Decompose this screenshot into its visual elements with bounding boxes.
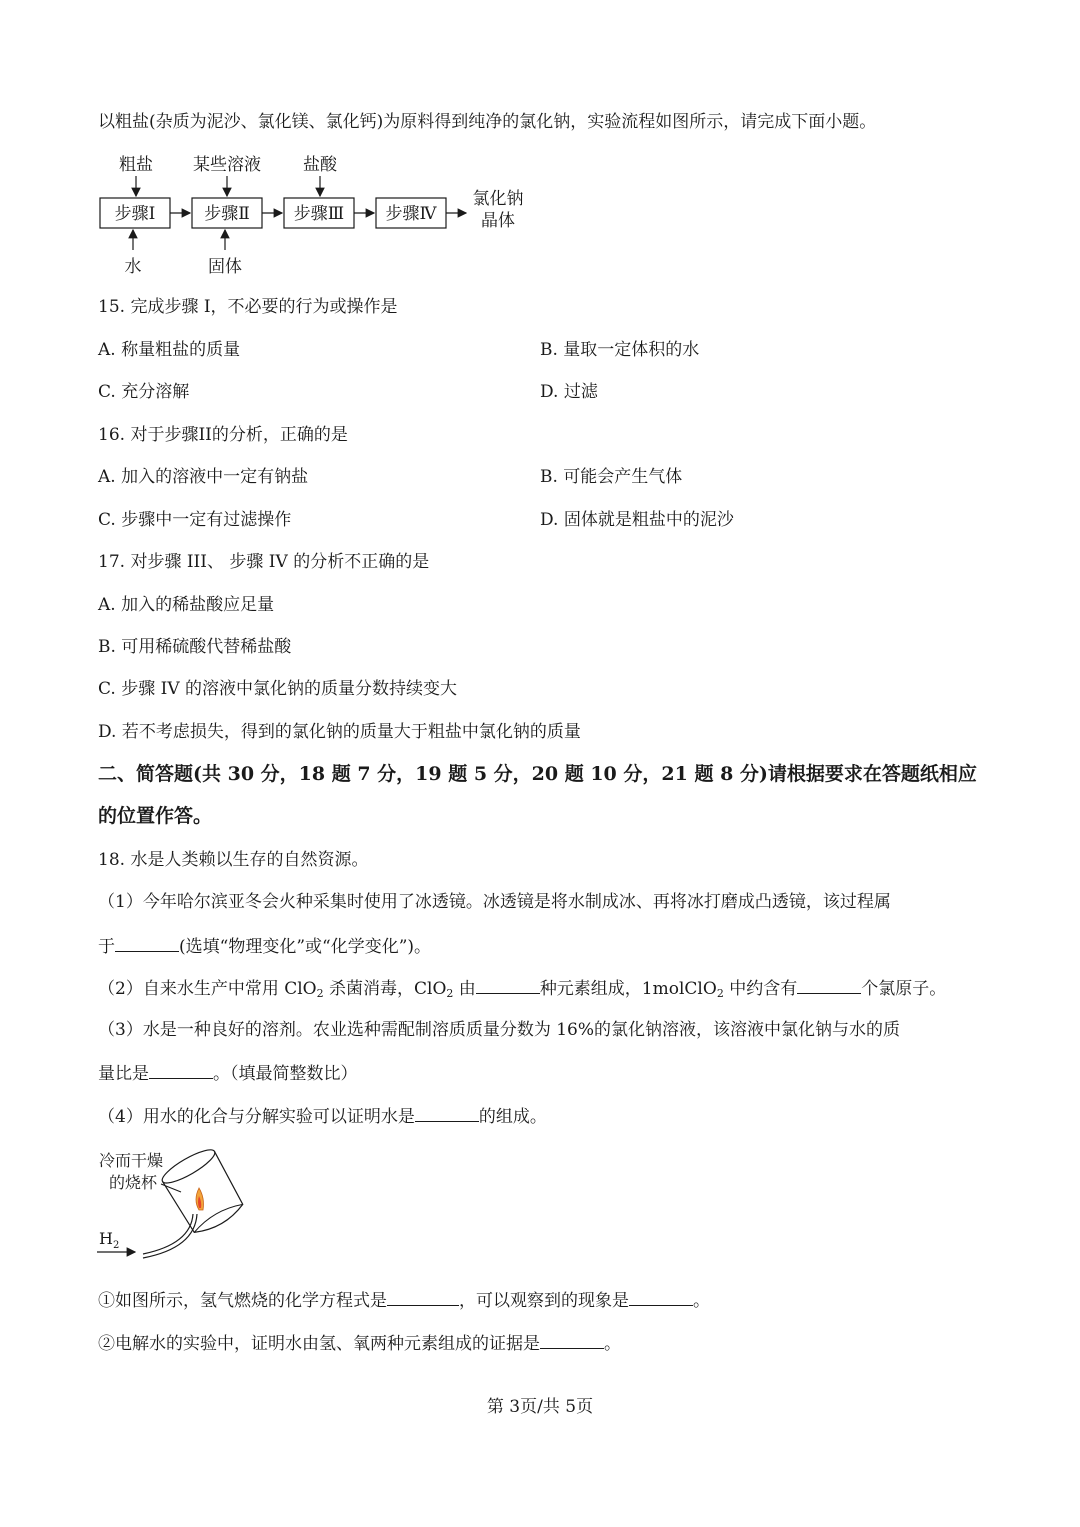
- q15-option-d: D. 过滤: [540, 382, 598, 402]
- step-label-2: 步骤Ⅱ: [204, 204, 250, 224]
- q17-option-d: D. 若不考虑损失，得到的氯化钠的质量大于粗盐中氯化钠的质量: [98, 722, 581, 742]
- flow-input-crude-salt: 粗盐: [119, 155, 153, 175]
- q17-option-a: A. 加入的稀盐酸应足量: [98, 595, 275, 615]
- q18-sub2-b: 。: [604, 1334, 621, 1354]
- q18-sub1: [98, 1287, 710, 1313]
- answer-blank-7[interactable]: [629, 1287, 693, 1306]
- hydrogen-combustion-figure: [95, 1140, 295, 1265]
- q15-option-a: A. 称量粗盐的质量: [98, 340, 241, 360]
- step-label-3: 步骤Ⅲ: [293, 204, 345, 224]
- intro-text: 以粗盐(杂质为泥沙、氯化镁、氯化钙)为原料得到纯净的氯化钠，实验流程如图所示，请完成下面小题。: [98, 112, 877, 132]
- q18-part2-b: 杀菌消毒，ClO: [323, 979, 447, 999]
- q18-sub1-b: ，可以观察到的现象是: [459, 1291, 629, 1311]
- answer-blank-2[interactable]: [476, 975, 540, 994]
- label-pointer-line: [161, 1184, 181, 1192]
- q16-stem: 16. 对于步骤II的分析，正确的是: [98, 425, 348, 445]
- flow-input-hcl: 盐酸: [303, 155, 337, 175]
- q18-part1-prefix: 于: [98, 937, 115, 957]
- answer-blank-1[interactable]: [115, 933, 179, 952]
- step-label-4: 步骤Ⅳ: [385, 204, 437, 224]
- q15-stem: 15. 完成步骤 I，不必要的行为或操作是: [98, 297, 398, 317]
- q18-part2: [98, 975, 946, 1006]
- beaker-icon: [159, 1144, 248, 1238]
- q18-part2-f: 个氯原子。: [861, 979, 947, 999]
- answer-blank-8[interactable]: [540, 1330, 604, 1349]
- flow-product-line2: 晶体: [481, 211, 515, 231]
- q16-option-a: A. 加入的溶液中一定有钠盐: [98, 467, 309, 487]
- q16-option-d: D. 固体就是粗盐中的泥沙: [540, 510, 734, 530]
- flame-icon: [196, 1188, 204, 1210]
- subscript-2: 2: [446, 987, 454, 1000]
- q16-option-c: C. 步骤中一定有过滤操作: [98, 510, 292, 530]
- q18-part1-line2: [98, 933, 431, 959]
- q18-part2-a: （2）自来水生产中常用 ClO: [98, 979, 317, 999]
- answer-blank-4[interactable]: [149, 1060, 213, 1079]
- q18-part2-c: 由: [453, 979, 476, 999]
- q18-part3-line2: [98, 1060, 358, 1086]
- subscript-2: 2: [316, 987, 324, 1000]
- flow-output-solid: 固体: [208, 257, 242, 277]
- flow-input-solutions: 某些溶液: [193, 155, 261, 175]
- q15-option-c: C. 充分溶解: [98, 382, 190, 402]
- q18-part1-suffix: (选填“物理变化”或“化学变化”)。: [179, 937, 432, 957]
- q18-sub2-a: ②电解水的实验中，证明水由氢、氧两种元素组成的证据是: [98, 1334, 540, 1354]
- q18-part4: [98, 1103, 547, 1129]
- gas-tube: [143, 1214, 197, 1258]
- q17-option-c: C. 步骤 IV 的溶液中氯化钠的质量分数持续变大: [98, 679, 458, 699]
- process-flow-diagram: [95, 148, 545, 278]
- q18-part4-b: 的组成。: [478, 1107, 547, 1127]
- q17-stem: 17. 对步骤 III、 步骤 IV 的分析不正确的是: [98, 552, 430, 572]
- q18-part2-d: 种元素组成，1molClO: [539, 979, 717, 999]
- page-number: 第 3页/共 5页: [486, 1397, 594, 1417]
- section-heading: 二、简答题(共 30 分，18 题 7 分，19 题 5 分，20 题 10 分，21 题 8 分)请根据要求在答题纸相应的位置作答。: [98, 763, 977, 827]
- q18-sub1-c: 。: [693, 1291, 710, 1311]
- flow-input-water: 水: [124, 257, 142, 277]
- subscript-2: 2: [716, 987, 724, 1000]
- q18-part2-e: 中约含有: [723, 979, 798, 999]
- q18-part1-line1: （1）今年哈尔滨亚冬会火种采集时使用了冰透镜。冰透镜是将水制成冰、再将冰打磨成凸透镜，该过程属: [98, 892, 891, 912]
- q18-part4-a: （4）用水的化合与分解实验可以证明水是: [98, 1107, 415, 1127]
- q18-sub1-a: ①如图所示，氢气燃烧的化学方程式是: [98, 1291, 387, 1311]
- q16-option-b: B. 可能会产生气体: [540, 467, 683, 487]
- q17-option-b: B. 可用稀硫酸代替稀盐酸: [98, 637, 292, 657]
- q18-part3-prefix: 量比是: [98, 1064, 149, 1084]
- figure-label-line1: 冷而干燥: [99, 1151, 164, 1170]
- q18-part3-line1: （3）水是一种良好的溶剂。农业选种需配制溶质质量分数为 16%的氯化钠溶液，该溶液中氯化钠与水的质: [98, 1020, 901, 1040]
- answer-blank-3[interactable]: [797, 975, 861, 994]
- figure-label-line2: 的烧杯: [109, 1173, 158, 1192]
- q18-stem: 18. 水是人类赖以生存的自然资源。: [98, 850, 369, 870]
- gas-label: $H_2$: [99, 1229, 120, 1251]
- answer-blank-5[interactable]: [415, 1103, 479, 1122]
- q15-option-b: B. 量取一定体积的水: [540, 340, 700, 360]
- q18-part3-suffix: 。（填最简整数比）: [213, 1064, 358, 1084]
- q18-sub2: [98, 1330, 621, 1356]
- answer-blank-6[interactable]: [387, 1287, 459, 1306]
- flow-product-line1: 氯化钠: [472, 189, 524, 209]
- step-label-1: 步骤Ⅰ: [114, 204, 156, 224]
